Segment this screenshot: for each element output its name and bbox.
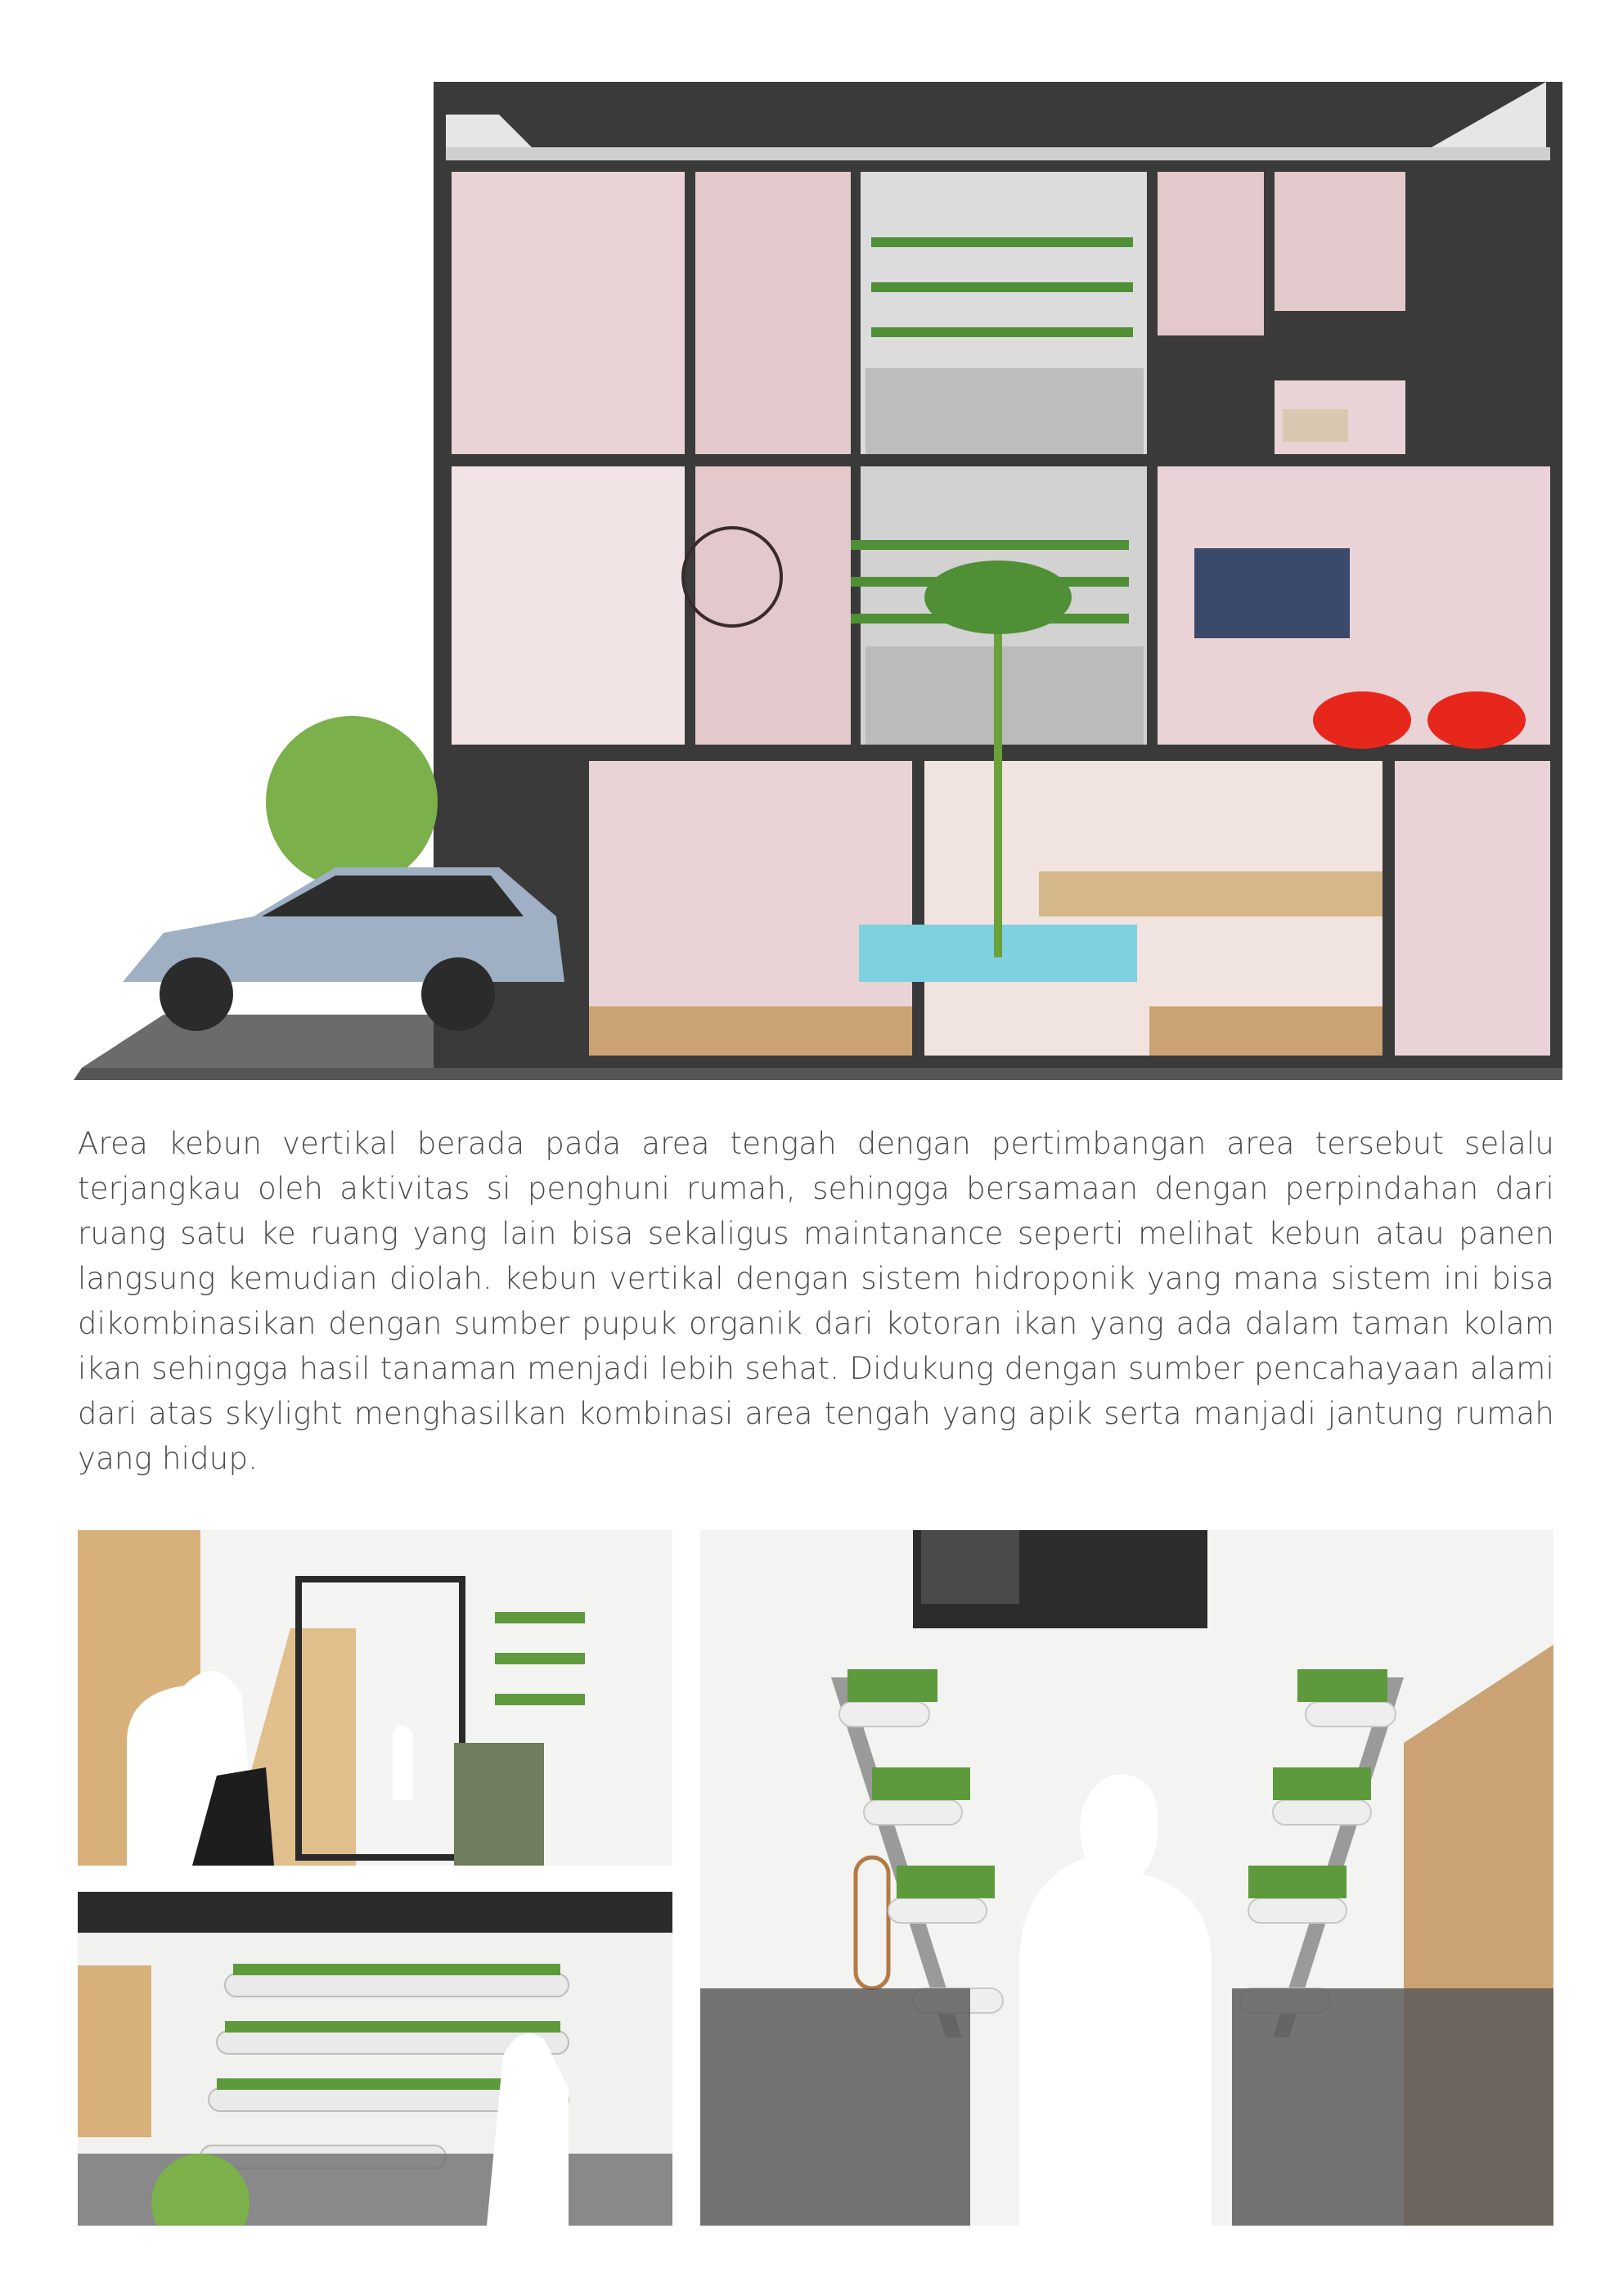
room-level3-right	[1158, 172, 1264, 335]
skylight-window	[921, 1530, 1019, 1604]
beanbag-1	[1313, 691, 1411, 749]
roof-slab	[446, 147, 1550, 160]
mesh-railing-level2	[865, 646, 1144, 745]
person-silhouette-2	[393, 1725, 413, 1801]
bathroom-level1	[1395, 761, 1550, 1056]
floor-wood-left	[589, 1006, 912, 1056]
mesh-railing-right	[1232, 1988, 1553, 2226]
kitchen-counter	[1039, 871, 1382, 916]
beanbag-2	[1427, 691, 1526, 749]
mesh-railing-left	[700, 1988, 970, 2226]
bathroom-level2	[452, 466, 685, 745]
render-central-atrium	[700, 1530, 1553, 2226]
room-level3-mid	[695, 172, 851, 454]
mesh-railing-level3	[865, 368, 1144, 454]
ground	[74, 1068, 1562, 1080]
floor-wood-right	[1149, 1006, 1382, 1056]
render-planter-rack-closeup	[78, 1892, 672, 2226]
exterior-tree	[266, 716, 438, 888]
body-paragraph: Area kebun vertikal berada pada area tengah dengan pertimbangan area tersebut selalu terjangkau oleh aktivitas si penghuni rumah, sehingga bersamaan dengan perpindahan dari ruang satu ke ruang yang lain bisa sekaligus maintanance seperti melihat kebun atau panen langsung kemudian diolah. kebun vertikal dengan sistem hidroponik yang mana sistem ini bisa dikombinasikan dengan sumber pupuk organik dari kotoran ikan yang ada dalam taman kolam ikan sehingga hasil tanaman menjadi lebih sehat. Didukung dengan sumber pencahayaan alami dari atas skylight menghasilkan kombinasi area tengah yang apik serta manjadi jantung rumah yang hidup.	[78, 1126, 1554, 1476]
palm-crown	[924, 560, 1072, 634]
ceiling-dark	[78, 1892, 672, 1933]
house-section-drawing	[74, 74, 1562, 1080]
bed	[1283, 409, 1348, 442]
render-vertical-garden-hallway	[78, 1530, 672, 1866]
bathroom-level3	[452, 172, 685, 454]
wood-wall	[78, 1965, 151, 2137]
tv	[1194, 548, 1350, 638]
mesh-panel	[454, 1743, 544, 1866]
room-level3-far-right	[1275, 172, 1405, 311]
